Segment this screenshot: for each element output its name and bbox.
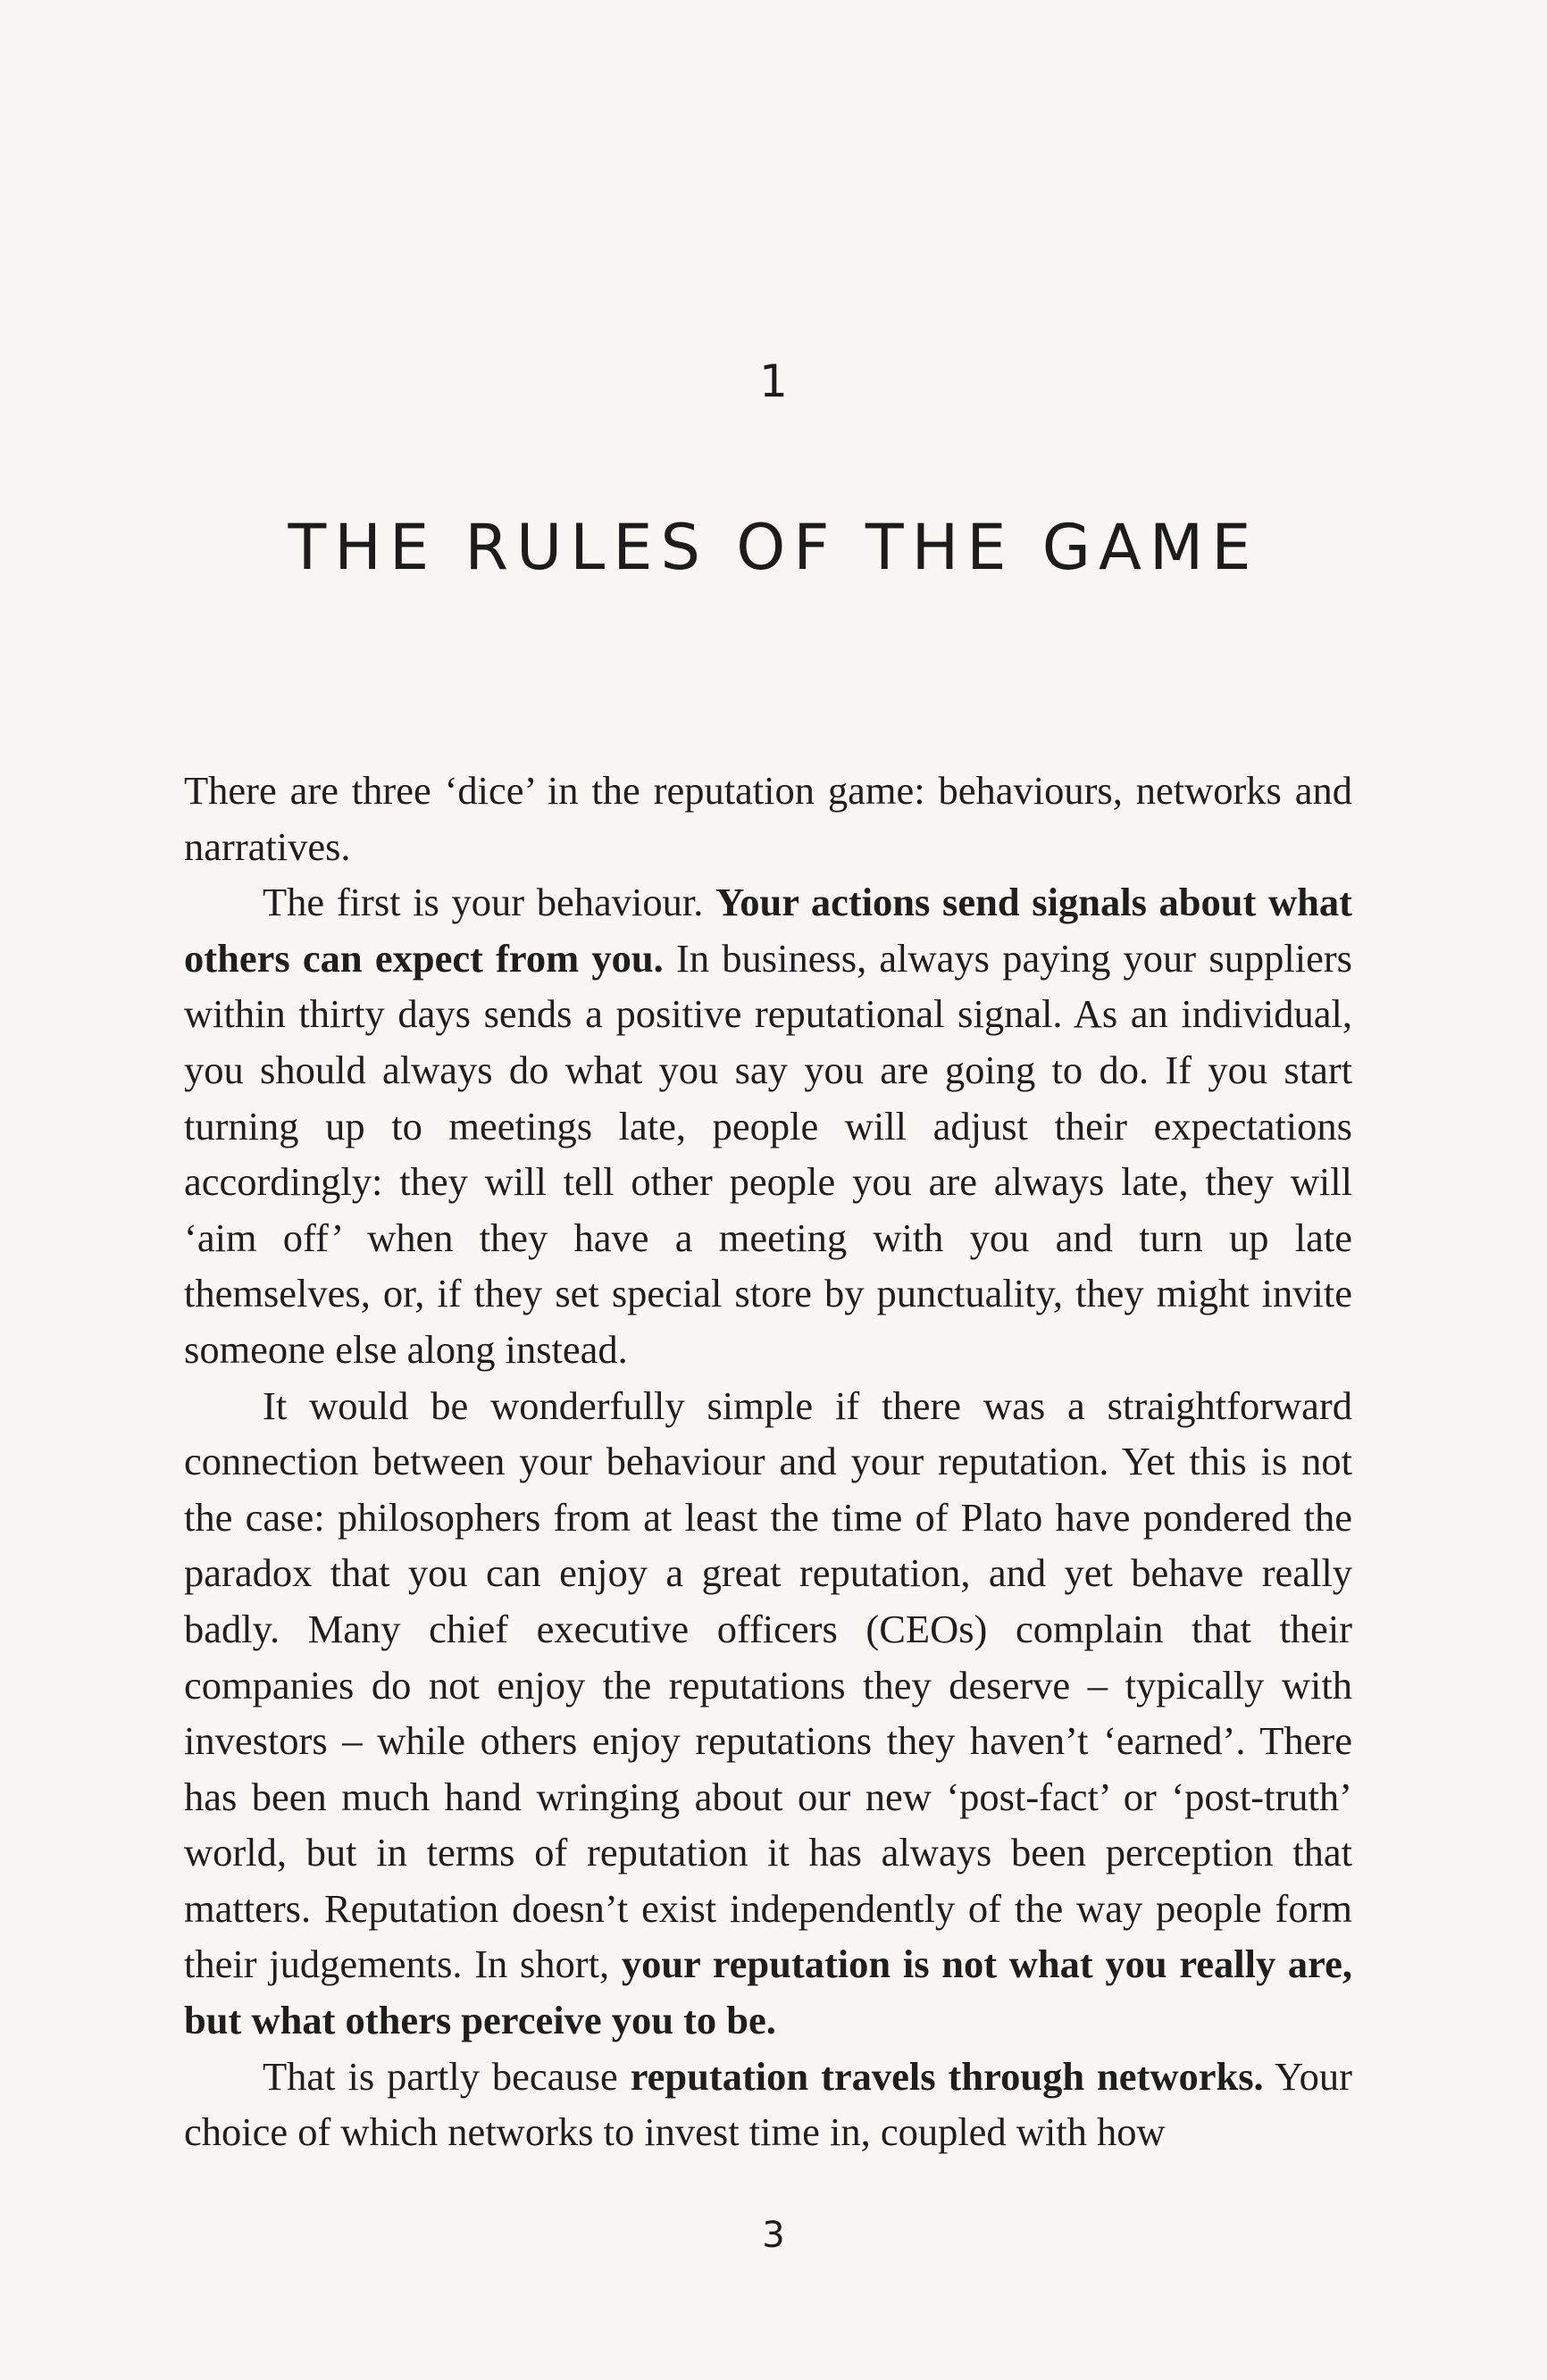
paragraph <box>184 2049 1352 2160</box>
paragraph <box>184 874 1352 1377</box>
chapter-title: THE RULES OF THE GAME <box>288 511 1259 584</box>
page-number: 3 <box>762 2215 785 2256</box>
paragraph-text: It would be wonderfully simple if there was a straightforward connection between your behaviour and your reputation. Yet this is not the case: philosophers from at least the time of Plato have pondered the paradox that you can enjoy a great reputation, and yet behave really badly. Many chief executive officers (CEOs) complain that their companies do not enjoy the reputations they deserve – typically with investors – while others enjoy reputations they haven’t ‘earned’. There has been much hand wringing about our new ‘post-fact’ or ‘post-truth’ world, but in terms of reputation it has always been perception that matters. Reputation doesn’t exist independently of the way people form their judgements. In short, <box>184 1382 1352 1987</box>
paragraph-text: In business, always paying your suppliers within thirty days sends a positive reputational signal. As an individual, you should always do what you say you are going to do. If you start turning up to meetings late, people will adjust their expectations accordingly: they will tell other people you are always late, they will ‘aim off’ when they have a meeting with you and turn up late themselves, or, if they set special store by punctuality, they might invite someone else along instead. <box>184 935 1353 1372</box>
chapter-body <box>184 763 1352 2160</box>
paragraph-text: The first is your behaviour. <box>263 880 716 925</box>
paragraph-text: That is partly because <box>263 2053 631 2099</box>
paragraph-text: There are three ‘dice’ in the reputation game: behaviours, networks and narratives. <box>184 768 1352 869</box>
paragraph-bold-text: your reputation is not what you really are, but what others perceive you to be. <box>184 1942 1353 2043</box>
chapter-number: 1 <box>759 355 788 407</box>
paragraph-bold-text: reputation travels through networks. <box>630 2053 1264 2099</box>
paragraph-text: Your choice of which networks to invest time in, coupled with how <box>184 2053 1352 2155</box>
paragraph <box>184 763 1352 874</box>
paragraph-bold-text: Your actions send signals about what others can expect from you. <box>184 880 1352 981</box>
paragraph <box>184 1378 1352 2049</box>
